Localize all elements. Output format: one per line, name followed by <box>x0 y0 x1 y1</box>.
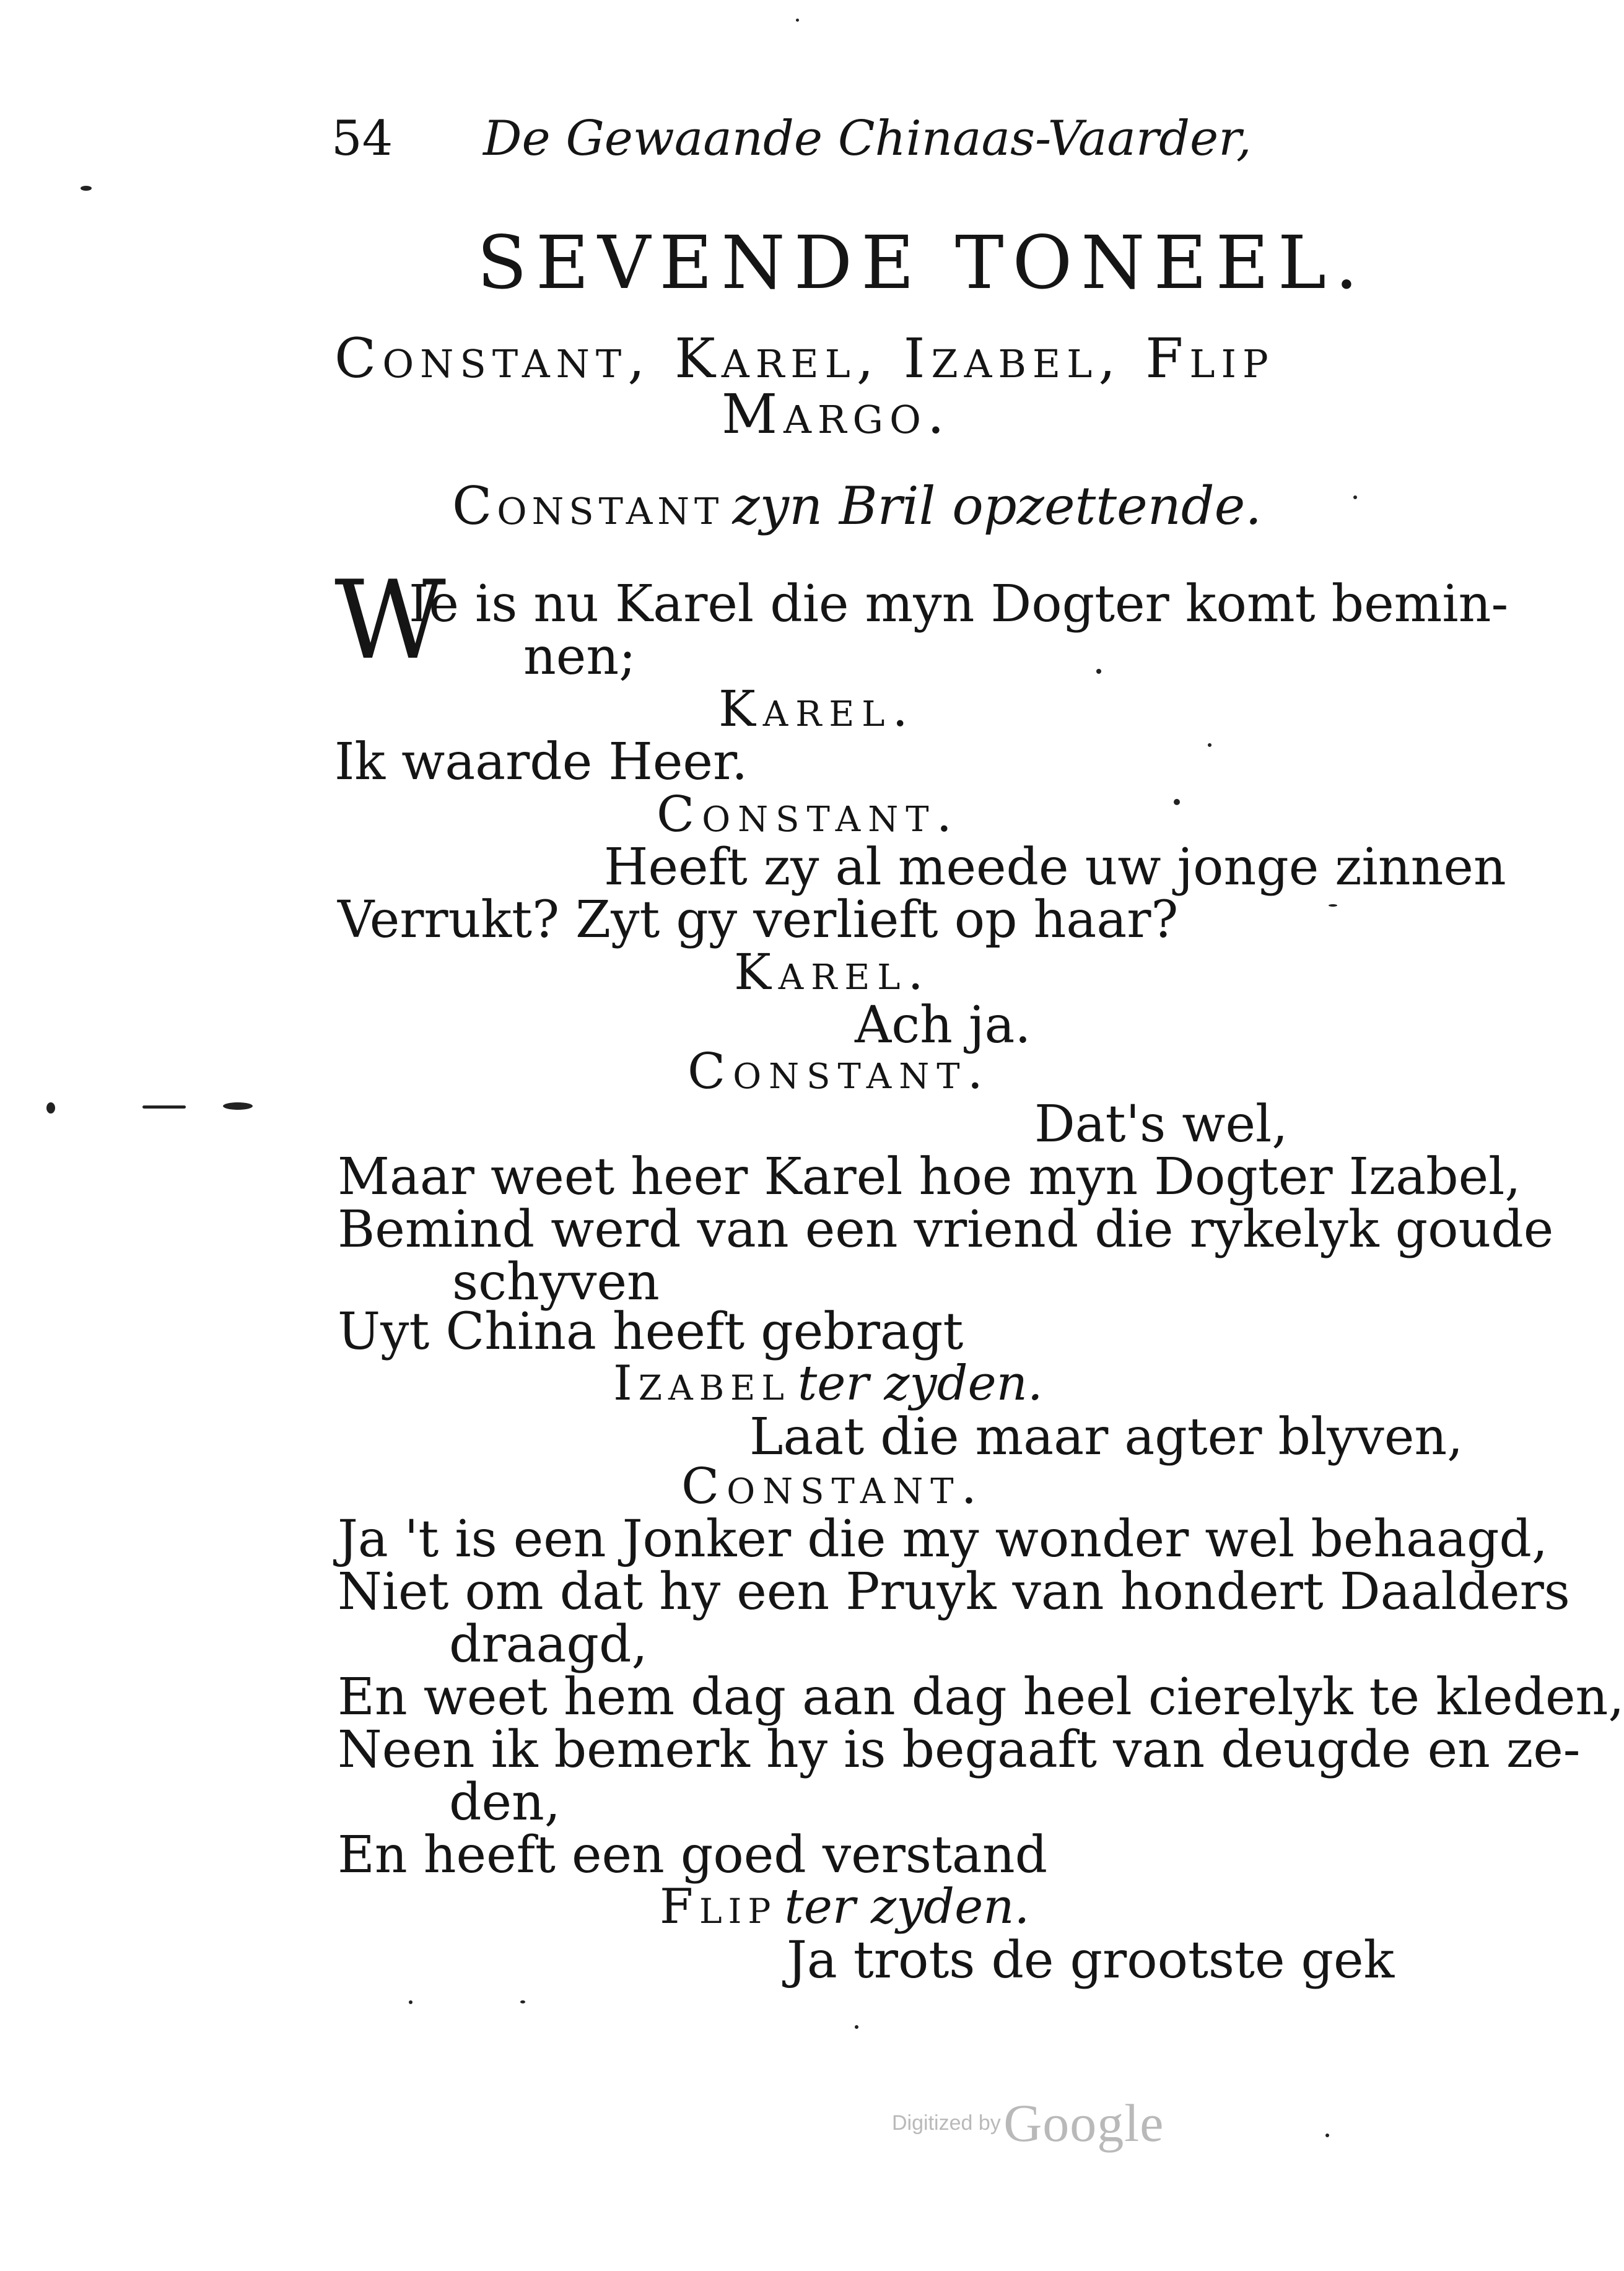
verse-line: draagd, <box>449 1615 648 1674</box>
speaker-name: Constant. <box>657 785 959 843</box>
scan-speck <box>1325 2134 1329 2137</box>
verse-line: Neen ik bemerk hy is begaaft van deugde en ze- <box>338 1720 1581 1779</box>
verse-line: En heeft een goed verstand <box>338 1826 1048 1885</box>
verse-line: Ach ja. <box>855 996 1031 1055</box>
verse-line: Bemind werd van een vriend die rykelyk goude <box>338 1200 1554 1259</box>
stage-direction-text: ter zyden. <box>784 1879 1030 1935</box>
watermark-logo: Google <box>1003 2093 1164 2153</box>
scan-speck <box>1329 904 1337 907</box>
verse-line: Maar weet heer Karel hoe myn Dogter Izabel, <box>338 1148 1521 1206</box>
stage-speaker: Constant <box>452 476 724 536</box>
scan-speck <box>46 1102 55 1114</box>
verse-line: Niet om dat hy een Pruyk van hondert Daalders <box>338 1563 1570 1621</box>
stage-direction <box>613 1356 1043 1411</box>
verse-line: Ja 't is een Jonker die my wonder wel behaagd, <box>338 1510 1548 1569</box>
scan-speck <box>81 186 92 191</box>
page-number: 54 <box>331 111 393 167</box>
scan-speck <box>142 1105 186 1109</box>
verse-line: nen; <box>523 627 636 686</box>
scan-speck <box>855 2025 858 2029</box>
verse-line: En weet hem dag aan dag heel cierelyk te kleden, <box>338 1668 1624 1727</box>
scene-title: SEVENDE TONEEL. <box>477 220 1367 305</box>
verse-line: Heeft zy al meede uw jonge zinnen <box>604 838 1506 897</box>
stage-direction <box>452 476 1262 536</box>
stage-direction-text: ter zyden. <box>797 1356 1043 1411</box>
speaker-name: Flip <box>660 1879 777 1935</box>
scan-speck <box>1208 743 1211 747</box>
verse-line: Dat's wel, <box>1034 1095 1288 1154</box>
speaker-name: Constant. <box>688 1042 990 1100</box>
watermark-small: Digitized by <box>892 2111 1001 2135</box>
stage-direction-text: zyn Bril opzettende. <box>732 476 1262 536</box>
speaker-name: Izabel <box>613 1356 790 1411</box>
scan-speck <box>1353 495 1357 499</box>
verse-line: Laat die maar agter blyven, <box>749 1408 1464 1467</box>
scan-speck <box>1174 799 1180 805</box>
verse-line: Ja trots de grootste gek <box>787 1931 1395 1990</box>
speaker-name: Constant. <box>681 1457 984 1515</box>
cast-list-line-2: Margo. <box>722 382 951 446</box>
verse-line: Ie is nu Karel die myn Dogter komt bemin- <box>409 575 1509 634</box>
cast-list-line-1: Constant, Karel, Izabel, Flip <box>334 326 1275 390</box>
running-title: De Gewaande Chinaas-Vaarder, <box>483 111 1252 167</box>
verse-line: den, <box>449 1773 561 1832</box>
drop-cap: W <box>334 558 446 684</box>
scan-speck <box>520 2000 525 2003</box>
stage-direction <box>660 1879 1030 1935</box>
speaker-name: Karel. <box>734 943 931 1001</box>
speaker-name: Karel. <box>718 680 915 738</box>
scan-speck <box>223 1102 253 1110</box>
verse-line: Uyt China heeft gebragt <box>338 1302 964 1361</box>
verse-line: Ik waarde Heer. <box>334 733 748 791</box>
scan-speck <box>409 2000 413 2004</box>
google-watermark <box>892 2093 1164 2153</box>
verse-line: schyven <box>452 1253 660 1312</box>
scan-speck <box>796 19 799 22</box>
verse-line: Verrukt? Zyt gy verlieft op haar? <box>338 891 1179 949</box>
scan-speck <box>1096 669 1101 674</box>
